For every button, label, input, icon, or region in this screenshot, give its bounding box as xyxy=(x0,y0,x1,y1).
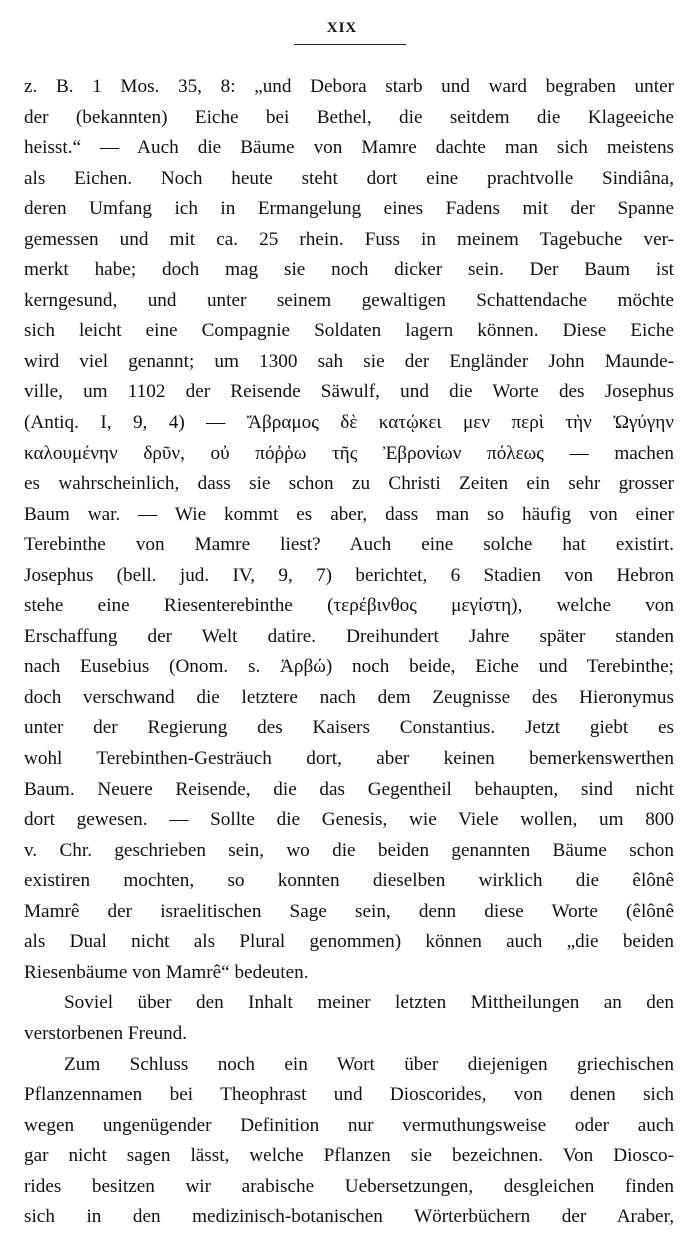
text-line: wohl Terebinthen-Gesträuch dort, aber keinen bemerkenswerthen xyxy=(24,748,674,770)
text-line: ville, um 1102 der Reisende Säwulf, und die Worte des Josephus xyxy=(24,381,674,403)
text-line: z. B. 1 Mos. 35, 8: „und Debora starb und ward begraben unter xyxy=(24,76,674,97)
text-line: dort gewesen. — Sollte die Genesis, wie Viele wollen, um 800 xyxy=(24,809,674,831)
text-line: stehe eine Riesenterebinthe (τερέβινθος μεγίστη), welche von xyxy=(24,595,674,617)
text-line: heisst.“ — Auch die Bäume von Mamre dachte man sich meistens xyxy=(24,137,674,159)
text-line: deren Umfang ich in Ermangelung eines Fadens mit der Spanne xyxy=(24,198,674,220)
text-line: nach Eusebius (Onom. s. Ἀρβώ) noch beide, Eiche und Terebinthe; xyxy=(24,656,674,678)
text-line: sich leicht eine Compagnie Soldaten lagern können. Diese Eiche xyxy=(24,320,674,342)
text-line: gemessen und mit ca. 25 rhein. Fuss in meinem Tagebuche ver- xyxy=(24,228,674,250)
text-line: Josephus (bell. jud. IV, 9, 7) berichtet, 6 Stadien von Hebron xyxy=(24,564,674,586)
text-line: Baum. Neuere Reisende, die das Gegentheil behaupten, sind nicht xyxy=(24,778,674,800)
text-line: verstorbenen Freund. xyxy=(24,1022,188,1044)
text-line: sich in den medizinisch-botanischen Wörterbüchern der Araber, xyxy=(24,1206,674,1228)
text-line: als Dual nicht als Plural genommen) können auch „die beiden xyxy=(24,931,674,953)
text-line: existiren mochten, so konnten dieselben wirklich die êlônê xyxy=(24,870,674,892)
text-line: (Antiq. I, 9, 4) — Ἄβραμος δὲ κατῴκει μεν περὶ τὴν Ὠγύγην xyxy=(24,412,674,434)
text-line: Baum war. — Wie kommt es aber, dass man so häufig von einer xyxy=(24,503,674,525)
text-line: wegen ungenügender Definition nur vermuthungsweise oder auch xyxy=(24,1114,674,1136)
page-number: XIX xyxy=(326,20,358,36)
body-text xyxy=(24,72,674,1233)
text-line: unter der Regierung des Kaisers Constantius. Jetzt giebt es xyxy=(24,717,674,739)
text-line: gar nicht sagen lässt, welche Pflanzen sie bezeichnen. Von Diosco- xyxy=(24,1145,674,1167)
text-line: merkt habe; doch mag sie noch dicker sein. Der Baum ist xyxy=(24,259,674,281)
text-line: wird viel genannt; um 1300 sah sie der Engländer John Maunde- xyxy=(24,350,674,372)
text-line: rides besitzen wir arabische Uebersetzungen, desgleichen finden xyxy=(24,1175,674,1197)
text-line: Zum Schluss noch ein Wort über diejenigen griechischen xyxy=(64,1053,674,1075)
text-line: Pflanzennamen bei Theophrast und Dioscorides, von denen sich xyxy=(24,1084,674,1106)
text-line: der (bekannten) Eiche bei Bethel, die seitdem die Klageeiche xyxy=(24,106,674,128)
text-line: Mamrê der israelitischen Sage sein, denn diese Worte (êlônê xyxy=(24,900,674,922)
header-rule xyxy=(294,44,406,45)
text-line: καλουμένην δρῦν, οὐ πόῤῥω τῆς Ἐβρονίων πόλεως — machen xyxy=(24,442,674,464)
text-line: Soviel über den Inhalt meiner letzten Mittheilungen an den xyxy=(64,992,674,1014)
text-line: Riesenbäume von Mamrê“ bedeuten. xyxy=(24,961,309,983)
text-line: Erschaffung der Welt datire. Dreihundert Jahre später standen xyxy=(24,625,674,647)
text-line: es wahrscheinlich, dass sie schon zu Christi Zeiten ein sehr grosser xyxy=(24,473,674,495)
text-line: als Eichen. Noch heute steht dort eine prachtvolle Sindiâna, xyxy=(24,167,674,189)
text-line: doch verschwand die letztere nach dem Zeugnisse des Hieronymus xyxy=(24,686,674,708)
text-line: v. Chr. geschrieben sein, wo die beiden genannten Bäume schon xyxy=(24,839,674,861)
text-line: kerngesund, und unter seinem gewaltigen Schattendache möchte xyxy=(24,289,674,311)
text-line: Terebinthe von Mamre liest? Auch eine solche hat existirt. xyxy=(24,534,674,556)
